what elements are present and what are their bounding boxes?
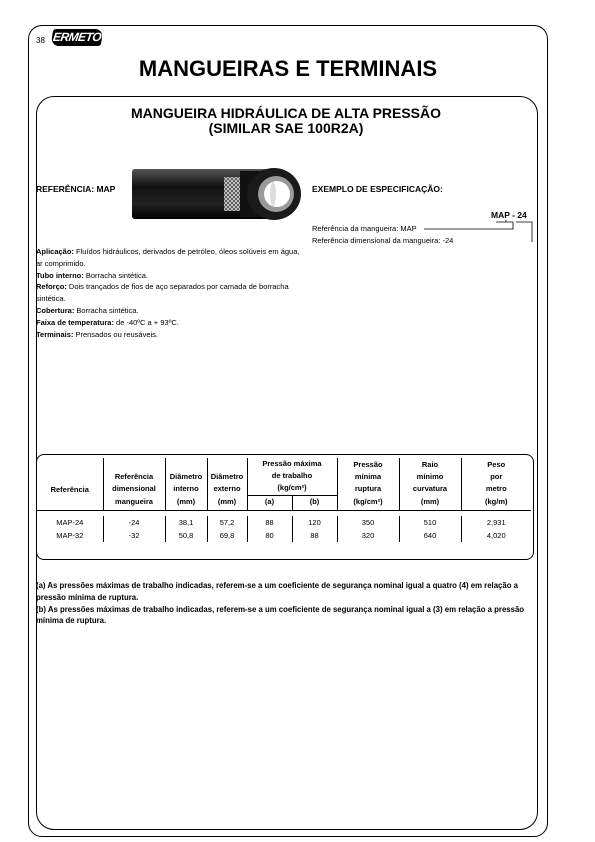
cell-raio: 510: [399, 516, 461, 529]
spec-connector-lines: [420, 216, 540, 246]
cell-diam-int: 38,1: [165, 516, 207, 529]
th-pressao-max: Pressão máxima de trabalho (kg/cm²): [247, 458, 337, 495]
desc-terminais: Terminais: Prensados ou reusáveis.: [36, 329, 159, 339]
desc-reforco: Reforço: Dois trançados de fios de aço separados por camada de borracha sintética.: [36, 282, 289, 304]
section-title-line1: MANGUEIRA HIDRÁULICA DE ALTA PRESSÃO: [130, 105, 442, 121]
th-pressao-b: (b): [292, 495, 337, 510]
example-title: EXEMPLO DE ESPECIFICAÇÃO:: [312, 184, 443, 194]
footnote-a: (a) As pressões máximas de trabalho indicadas, referem-se a um coeficiente de segurança nominal igual a quatro (4) em relação a pressão mínima de ruptura.: [36, 581, 518, 602]
table-row: [37, 516, 531, 529]
reference-label: REFERÊNCIA: MAP: [36, 184, 116, 194]
th-pressao-a: (a): [247, 495, 292, 510]
th-diam-int: Diâmetro interno (mm): [165, 458, 207, 510]
example-line-dimension: Referência dimensional da mangueira: -24: [312, 236, 454, 245]
hose-image: [132, 165, 302, 223]
page-title: MANGUEIRAS E TERMINAIS: [138, 56, 438, 81]
cell-pressao-a: 88: [247, 516, 292, 529]
cell-peso: 2,931: [461, 516, 531, 529]
ermeto-logo: ERMETO: [52, 30, 103, 44]
cell-ref-dim: -32: [103, 529, 165, 542]
cell-ref-dim: -24: [103, 516, 165, 529]
cell-raio: 640: [399, 529, 461, 542]
cell-pressao-min: 350: [337, 516, 399, 529]
cell-diam-ext: 69,8: [207, 529, 247, 542]
cell-pressao-b: 120: [292, 516, 337, 529]
table-row: [37, 529, 531, 542]
th-pressao-min: Pressão mínima ruptura (kg/cm²): [337, 458, 399, 510]
example-line-hose: Referência da mangueira: MAP: [312, 224, 417, 233]
cell-diam-int: 50,8: [165, 529, 207, 542]
section-title: [36, 106, 536, 136]
th-diam-ext: Diâmetro externo (mm): [207, 458, 247, 510]
cell-referencia: MAP-24: [56, 517, 84, 527]
footnote-b: (b) As pressões máximas de trabalho indicadas, referem-se a um coeficiente de segurança nominal igual a (3) em relação a pressão mínima de ruptura.: [36, 604, 525, 626]
cell-pressao-b: 88: [292, 529, 337, 542]
description-block: [36, 246, 301, 340]
desc-aplicacao: Aplicação: Fluídos hidráulicos, derivados de petróleo, óleos solúveis em água, ar comprimido.: [36, 247, 300, 268]
cell-pressao-a: 80: [247, 529, 292, 542]
example-code: MAP - 24: [491, 210, 527, 220]
cell-referencia: MAP-32: [56, 530, 84, 540]
section-title-line2: (SIMILAR SAE 100R2A): [208, 120, 364, 136]
desc-faixa-temperatura: Faixa de temperatura: de -40ºC a + 93ºC.: [36, 317, 179, 327]
th-raio: Raio mínimo curvatura (mm): [399, 458, 461, 510]
desc-cobertura: Cobertura: Borracha sintética.: [36, 305, 139, 315]
cell-diam-ext: 57,2: [207, 516, 247, 529]
cell-pressao-min: 320: [337, 529, 399, 542]
desc-tubo-interno: Tubo interno: Borracha sintética.: [36, 270, 148, 280]
footnotes: [36, 580, 536, 627]
specs-table: [37, 458, 531, 542]
th-referencia: Referência: [50, 484, 89, 494]
th-peso: Peso por metro (kg/m): [461, 458, 531, 510]
th-ref-dim: Referência dimensional mangueira: [103, 458, 165, 510]
page-number: 38: [36, 36, 45, 45]
cell-peso: 4,020: [461, 529, 531, 542]
